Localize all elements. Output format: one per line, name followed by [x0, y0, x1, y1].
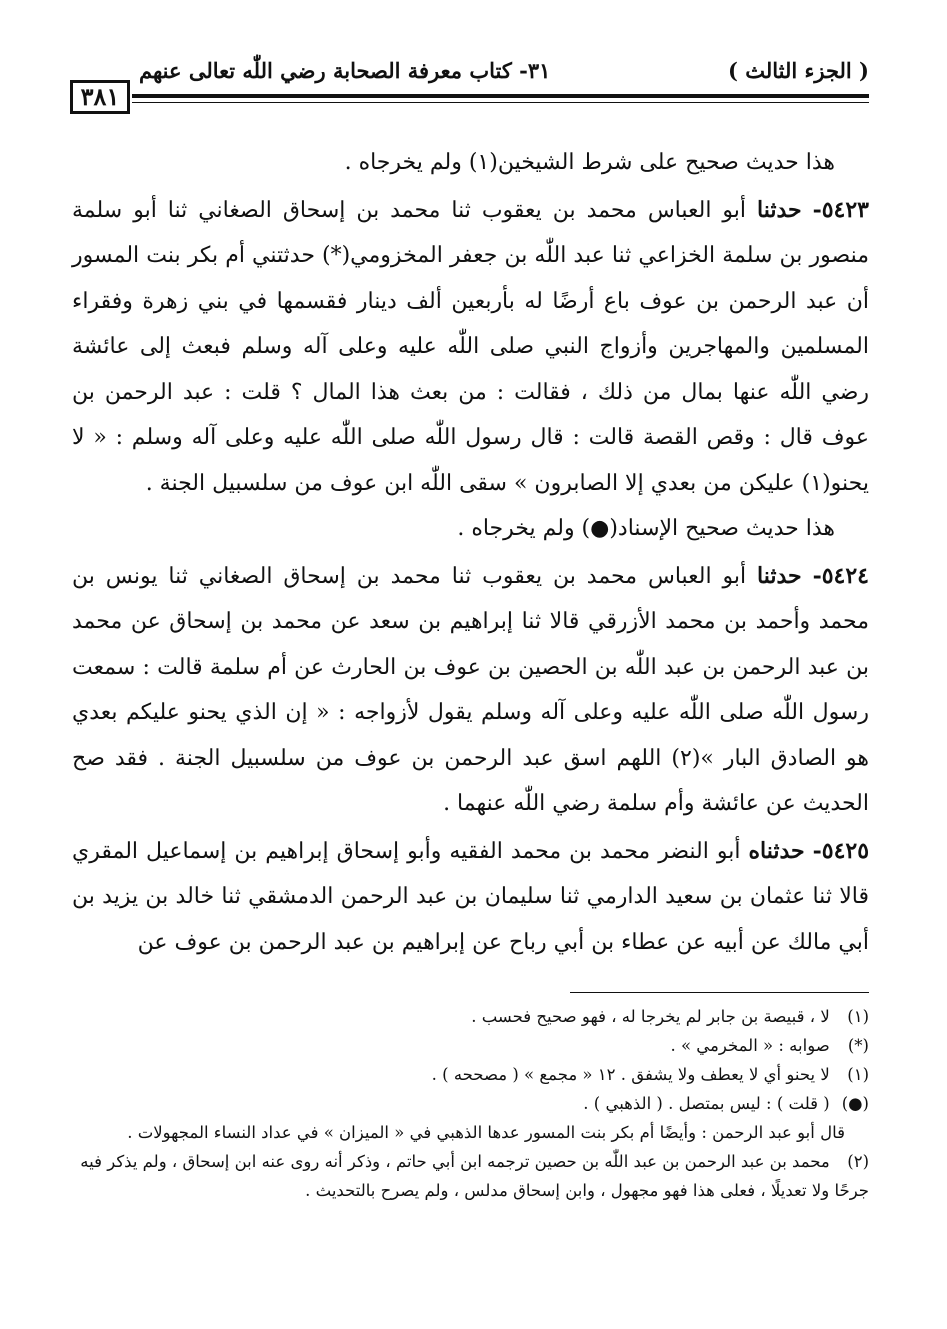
hadith-5423 — [72, 188, 869, 507]
main-text — [72, 140, 869, 965]
header-rule-thick — [132, 94, 869, 98]
page-number: ٣٨١ — [70, 80, 130, 114]
header-title — [139, 58, 869, 83]
hadith-5424 — [72, 554, 869, 827]
hadith-text: أبو العباس محمد بن يعقوب ثنا محمد بن إسحاق الصغاني ثنا يونس بن محمد وأحمد بن محمد الأزرقي قالا ثنا إبراهيم بن سعد عن محمد بن إسحاق عن محمد بن عبد الرحمن بن عبد اللّٰه بن الحصين بن عوف بن الحارث عن أم سلمة قالت : سمعت رسول اللّٰه صلى اللّٰه عليه وعلى آله وسلم يقول لأزواجه : « إن الذي يحنو عليكم بعدي هو الصادق البار »(٢) اللهم اسق عبد الرحمن بن عوف من سلسبيل الجنة . فقد صح الحديث عن عائشة وأم سلمة رضي اللّٰه عنهما . — [72, 563, 870, 816]
footnote-separator — [570, 992, 869, 993]
footnote-mark: (١) — [847, 1065, 869, 1084]
footnote-comment — [80, 1118, 869, 1147]
header-rule-thin — [132, 102, 869, 103]
footnote — [80, 1002, 869, 1031]
footnote — [80, 1060, 869, 1089]
running-header — [70, 52, 869, 122]
footnote-mark: (*) — [847, 1036, 869, 1055]
hadith-label: حدثنا — [756, 196, 802, 223]
hadith-number: ٥٤٢٣- — [812, 196, 869, 223]
hadith-text: أبو العباس محمد بن يعقوب ثنا محمد بن إسحاق الصغاني ثنا أبو سلمة منصور بن سلمة الخزاعي ثنا عبد اللّٰه بن جعفر المخزومي(*) حدثتني أم بكر بنت المسور أن عبد الرحمن بن عوف باع أرضًا له بأربعين ألف دينار فقسمها في بني زهرة وفقراء المسلمين والمهاجرين وأزواج النبي صلى اللّٰه عليه وعلى آله وسلم فبعث إلى عائشة رضي اللّٰه عنها بمال من ذلك ، فقالت : من بعث هذا المال ؟ قلت : عبد الرحمن بن عوف قال : وقص القصة قالت : قال رسول اللّٰه صلى اللّٰه عليه وعلى آله وسلم : « لا يحنو(١) عليكن من بعدي إلا الصابرون » سقى اللّٰه ابن عوف من سلسبيل الجنة . — [72, 197, 869, 496]
grading-line-1: هذا حديث صحيح على شرط الشيخين(١) ولم يخرجاه . — [344, 150, 835, 175]
hadith-number: ٥٤٢٥- — [812, 837, 870, 864]
book-title: ٣١- كتاب معرفة الصحابة رضي اللّٰه تعالى عنهم — [139, 58, 551, 83]
volume-label: ( الجزء الثالث ) — [727, 58, 869, 83]
footnote-text: لا يحنو أي لا يعطف ولا يشفق . ١٢ « مجمع » ( مصححه ) . — [431, 1065, 830, 1084]
footnote-text: ( قلت ) : ليس بمتصل . ( الذهبي ) . — [583, 1094, 830, 1113]
footnote-mark: (١) — [847, 1007, 869, 1026]
footnote-mark: (٢) — [847, 1152, 869, 1171]
footnote-text: محمد بن عبد الرحمن بن عبد اللّٰه بن حصين ترجمه ابن أبي حاتم ، وذكر أنه روى عنه ابن إسحاق ، ولم يذكر فيه جرحًا ولا تعديلًا ، فعلى هذا فهو مجهول ، وابن إسحاق مدلس ، ولم يصرح بالتحديث . — [80, 1152, 869, 1200]
hadith-number: ٥٤٢٤- — [812, 562, 869, 589]
footnote-text: صوابه : « المخرمي » . — [670, 1036, 830, 1055]
grading-line-2: هذا حديث صحيح الإسناد(●) ولم يخرجاه . — [457, 516, 835, 541]
footnote — [80, 1147, 869, 1205]
hadith-5425 — [72, 829, 869, 966]
footnote-text: لا ، قبيصة بن جابر لم يخرجا له ، فهو صحيح فحسب . — [471, 1007, 830, 1026]
hadith-label: حدثنا — [757, 562, 802, 589]
footnote — [80, 1089, 869, 1118]
footnotes — [80, 1002, 869, 1205]
footnote — [80, 1031, 869, 1060]
footnote-mark: (●) — [841, 1094, 869, 1113]
hadith-label: حدثناه — [748, 837, 805, 864]
footnote-text: قال أبو عبد الرحمن : وأيضًا أم بكر بنت المسور عدها الذهبي في « الميزان » في عداد النساء المجهولات . — [127, 1123, 845, 1142]
hadith-text: أبو النضر محمد بن محمد الفقيه وأبو إسحاق إبراهيم بن إسماعيل المقري قالا ثنا عثمان بن سعيد الدارمي ثنا سليمان بن عبد الرحمن الدمشقي ثنا خالد بن يزيد بن أبي مالك عن أبيه عن عطاء بن أبي رباح عن إبراهيم بن عبد الرحمن بن عوف عن — [72, 838, 869, 955]
